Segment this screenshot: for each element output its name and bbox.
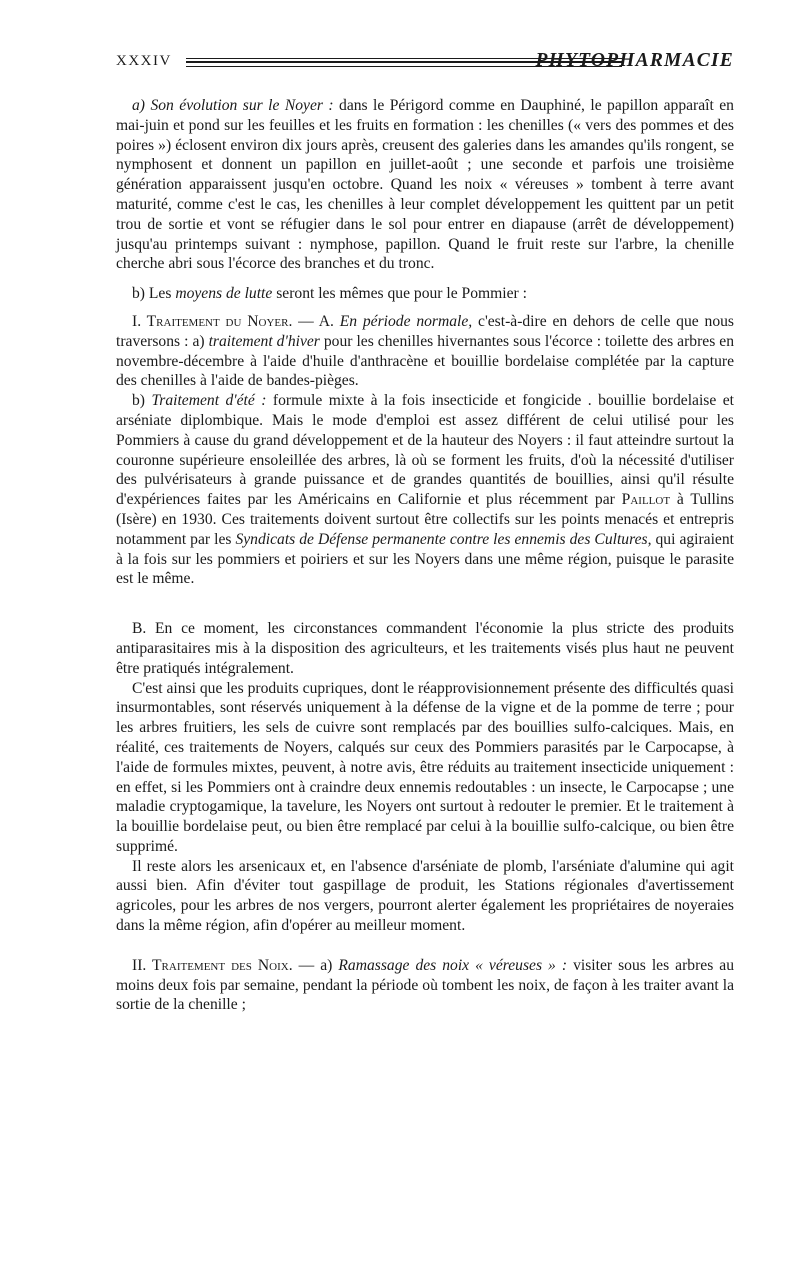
paragraph-title: Son évolution sur le Noyer : xyxy=(150,97,334,114)
paragraph-text: dans le Périgord comme en Dauphiné, le papillon apparaît en mai-juin et pond sur les feuilles et les fruits en formation : les chenilles (« vers des pommes et des poires ») éclosent environ dix jours après, creusent des galeries dans les amandes qu'ils rongent, se nymphosent et donnent un papillon en juillet-août ; une seconde et parfois une troisième génération apparaissent jusqu'en octobre. Quand les noix « véreuses » tombent à terre avant maturité, comme c'est le cas, les chenilles à leur complet développement les quittent par un petit trou de sortie et vont se réfugier dans le sol pour entrer en diapause (arrêt de développement) jusqu'au printemps suivant : nymphose, papillon. Quand le fruit reste sur l'arbre, la chenille cherche abri sous l'écorce des branches et du tronc. xyxy=(116,97,734,273)
page-body xyxy=(116,96,734,1015)
running-title: PHYTOPHARMACIE xyxy=(535,50,734,71)
paragraph-text: seront les mêmes que pour le Pommier : xyxy=(272,285,527,303)
paragraph-text: pour les chenilles hivernantes sous l'écorce : toilette des arbres en novembre-décembre à l'aide d'huile d'anthracène et bouillie bordelaise complétée par la capture des chenilles à l'aide de bandes-pièges. xyxy=(116,332,734,390)
paragraph-title: traitement d'hiver xyxy=(208,332,320,350)
paragraph-nut-treatment xyxy=(116,956,734,1015)
paragraph-title: moyens de lutte xyxy=(175,285,273,303)
paragraph-text: visiter sous les arbres au moins deux fois par semaine, pendant la période où tombent les noix, de façon à les traiter avant la sortie de la chenille ; xyxy=(116,956,734,1014)
paragraph-copper-products: C'est ainsi que les produits cupriques, dont le réapprovisionnement présente des difficultés quasi insurmontables, sont réservés uniquement à la défense de la vigne et de la pomme de terre ; pour les arbres fruitiers, les sels de cuivre sont remplacés par des bouillies sulfo-calciques. Mais, en réalité, ces traitements de Noyers, calqués sur ceux des Pommiers parasités par le Carpocapse, à l'aide de formules mixtes, peuvent, à notre avis, être réduits au traitement insecticide uniquement : en effet, si les Pommiers ont à craindre deux ennemis redoutables : un insecte, le Carpocapse ; une maladie cryptogamique, la tavelure, les Noyers ont surtout à redouter le premier. Et le traitement à la bouillie bordelaise peut, ou bien être remplacé par celui à la bouillie sulfo-calcique, ou bien être supprimé. xyxy=(116,679,734,855)
section-dash: — a) xyxy=(292,956,339,974)
paragraph-walnut-treatment xyxy=(116,312,734,391)
paragraph-lead: b) Les xyxy=(132,285,176,303)
paragraph-text: qui agiraient à la fois sur les pommiers et poiriers et sur les Noyers dans une même région, puisque le parasite est le même. xyxy=(116,530,734,588)
paragraph-lead: b) xyxy=(132,392,152,410)
paragraph-title: Traitement d'été : xyxy=(151,392,267,410)
section-dash: — A. xyxy=(292,312,340,330)
paragraph-text: formule mixte à la fois insecticide et fongicide . bouillie bordelaise et arséniate diplombique. Mais le mode d'emploi est assez différent de celui utilisé pour les Pommiers à cause du grand développement et de la hauteur des Noyers : il faut atteindre surtout la couronne supérieure ensoleillée des arbres, là où se forment les fruits, d'où la nécessité d'utiliser des pulvérisateurs à grande puissance et de grandes quantités de bouillies, ainsi qu'il résulte d'expériences faites par les Américains en Californie et plus récemment par xyxy=(116,392,735,509)
section-heading: I. Traitement du Noyer. xyxy=(132,312,293,330)
page-number: XXXIV xyxy=(116,53,172,69)
paragraph-title: Syndicats de Défense permanente contre les ennemis des Cultures, xyxy=(235,530,652,548)
paragraph-title: Ramassage des noix « véreuses » : xyxy=(338,956,568,974)
paragraph-text: à Tullins (Isère) en 1930. Ces traitements doivent surtout être collectifs sur les points menacés et entrepris notamment par les xyxy=(116,491,734,548)
paragraph-evolution xyxy=(116,96,734,274)
paragraph-text: c'est-à-dire en dehors de celle que nous traversons : a) xyxy=(116,312,734,350)
paragraph-current-circumstances: B. En ce moment, les circonstances commandent l'économie la plus stricte des produits antiparasitaires mis à la disposition des agriculteurs, et les traitements visés plus haut ne peuvent être pratiqués intégralement. xyxy=(116,620,734,677)
paragraph-arsenicals: Il reste alors les arsenicaux et, en l'absence d'arséniate de plomb, l'arséniate d'alumine qui agit aussi bien. Afin d'éviter tout gaspillage de produit, les Stations régionales d'avertissement agricoles, pour les arbres de nos vergers, pourront alerter également les propriétaires de noyeraies dans la même région, afin d'opérer au meilleur moment. xyxy=(116,857,734,935)
page-header xyxy=(116,50,734,74)
paragraph-summer-treatment xyxy=(116,391,734,589)
paragraph-lead: a) xyxy=(132,97,145,114)
section-heading: II. Traitement des Noix. xyxy=(132,956,293,974)
paragraph-means xyxy=(116,284,734,304)
author-name: Paillot xyxy=(621,491,671,509)
paragraph-title: En période normale, xyxy=(339,312,473,330)
